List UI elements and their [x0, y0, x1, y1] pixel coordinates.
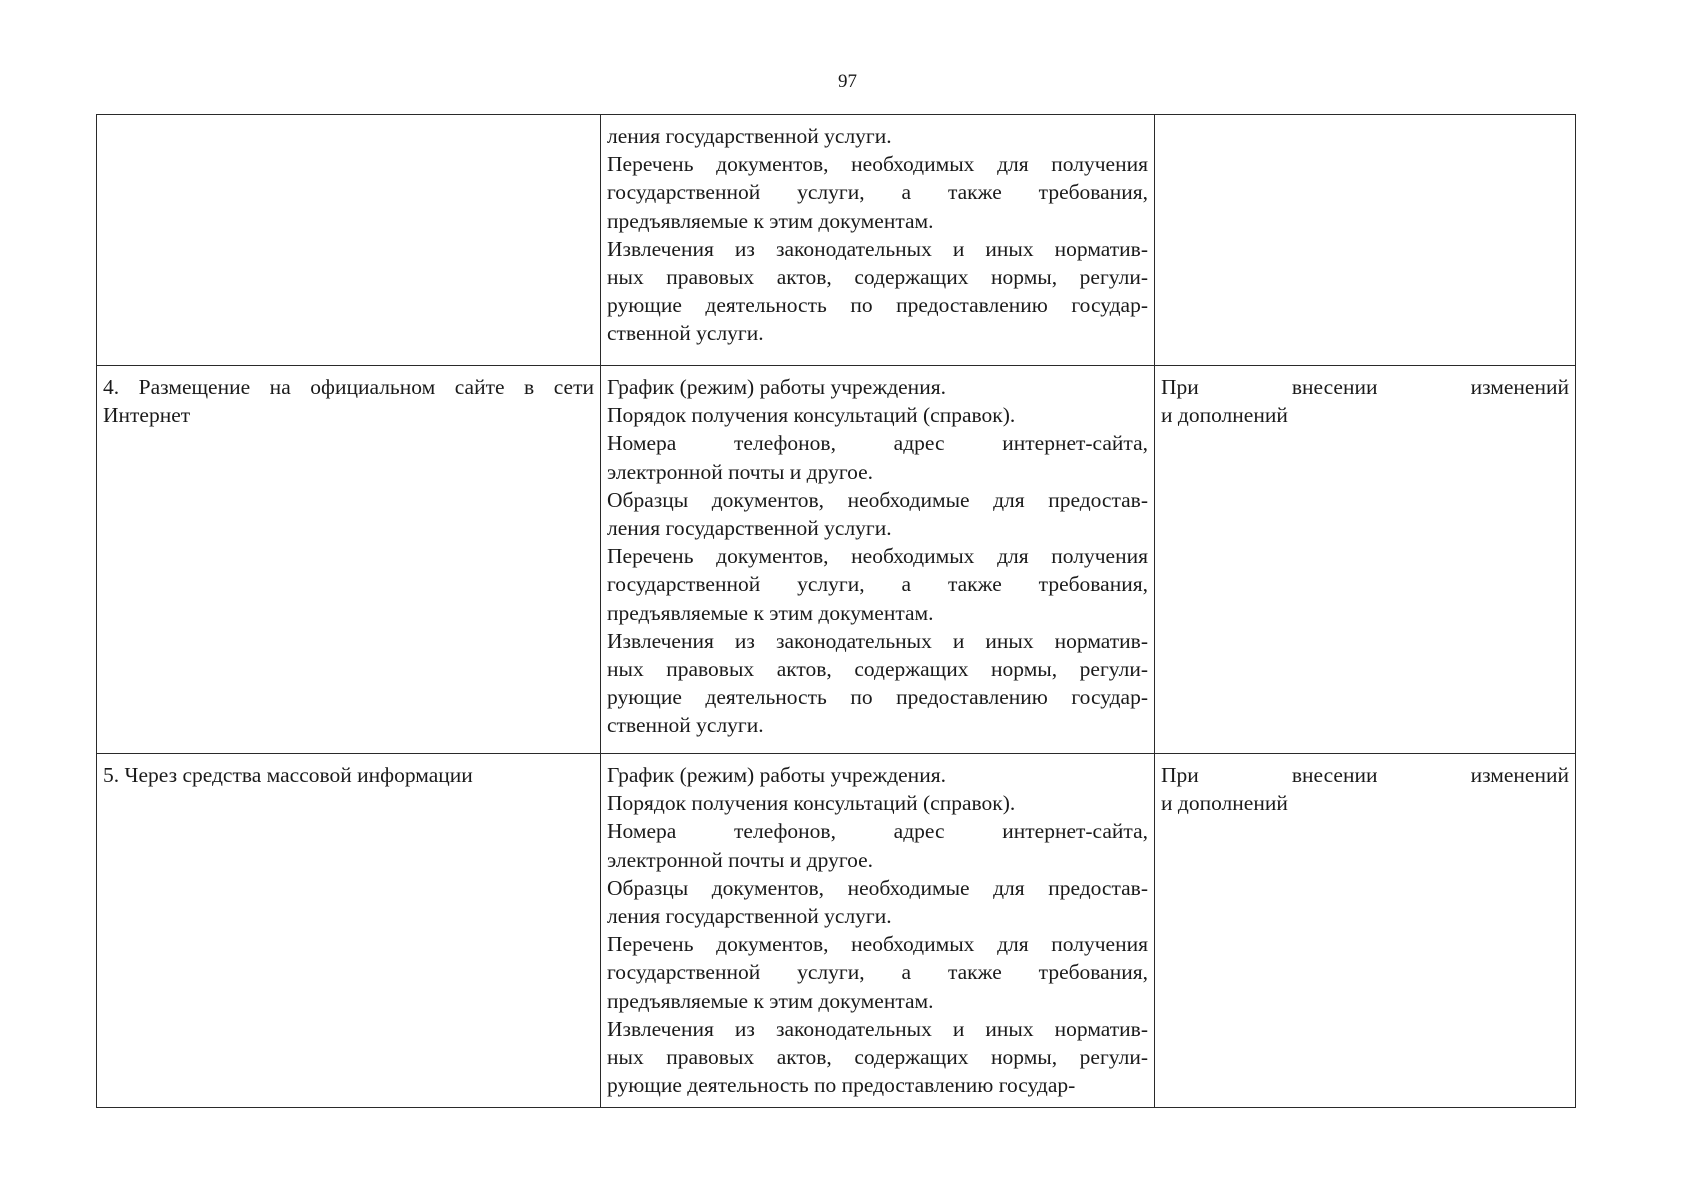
info-text-line: государственной услуги, а также требования, [607, 572, 1148, 597]
info-paragraph [607, 1015, 1148, 1100]
info-paragraph [607, 761, 1148, 789]
info-text-line: ных правовых актов, содержащих нормы, регули- [607, 1045, 1148, 1070]
info-text-line: предъявляемые к этим документам. [607, 988, 934, 1013]
info-paragraph [607, 789, 1148, 817]
info-paragraph [607, 122, 1148, 150]
info-text-line: Образцы документов, необходимые для предостав- [607, 487, 1148, 512]
info-paragraph [607, 401, 1148, 429]
info-text-line: ления государственной услуги. [607, 904, 892, 929]
method-text-line: Интернет [103, 403, 191, 428]
info-text-line: рующие деятельность по предоставлению государ- [607, 685, 1148, 710]
table-row [97, 115, 1576, 366]
info-paragraph [607, 930, 1148, 1015]
method-cell [97, 366, 601, 754]
info-text-line: Номера телефонов, адрес интернет-сайта, [607, 819, 1148, 844]
timing-text-line: и дополнений [1161, 403, 1288, 428]
info-text-line: Номера телефонов, адрес интернет-сайта, [607, 431, 1148, 456]
method-cell [97, 754, 601, 1108]
method-text-line: 4. Размещение на официальном сайте в сети [103, 375, 594, 399]
info-text-line: ственной услуги. [607, 713, 764, 738]
info-text-line: ственной услуги. [607, 321, 764, 346]
info-paragraph [607, 373, 1148, 401]
info-cell [601, 115, 1155, 366]
info-text-line: Извлечения из законодательных и иных норматив- [607, 236, 1148, 261]
timing-text-line: и дополнений [1161, 791, 1288, 816]
info-text-line: ления государственной услуги. [607, 124, 892, 148]
info-cell [601, 366, 1155, 754]
info-text-line: предъявляемые к этим документам. [607, 208, 934, 233]
info-paragraph [607, 235, 1148, 348]
info-text-line: рующие деятельность по предоставлению государ- [607, 293, 1148, 318]
info-paragraph [607, 874, 1148, 930]
info-text-line: График (режим) работы учреждения. [607, 375, 946, 399]
info-paragraph [607, 429, 1148, 485]
info-text-line: Образцы документов, необходимые для предостав- [607, 875, 1148, 900]
method-cell [97, 115, 601, 366]
info-text-line: ных правовых актов, содержащих нормы, регули- [607, 657, 1148, 682]
page-number: 97 [838, 71, 857, 92]
info-paragraph [607, 486, 1148, 542]
info-text-line: Порядок получения консультаций (справок). [607, 403, 1016, 428]
info-paragraph [607, 627, 1148, 740]
info-text-line: График (режим) работы учреждения. [607, 763, 946, 787]
info-text-line: Перечень документов, необходимых для получения [607, 152, 1148, 177]
table-row [97, 366, 1576, 754]
info-text-line: электронной почты и другое. [607, 847, 874, 872]
timing-cell [1155, 115, 1576, 366]
info-text-line: Порядок получения консультаций (справок). [607, 791, 1016, 816]
info-cell [601, 754, 1155, 1108]
info-text-line: ления государственной услуги. [607, 516, 892, 541]
info-paragraph [607, 817, 1148, 873]
timing-text-line: При внесении изменений [1161, 763, 1569, 787]
info-text-line: Перечень документов, необходимых для получения [607, 932, 1148, 957]
info-text-line: государственной услуги, а также требования, [607, 180, 1148, 205]
table-row [97, 754, 1576, 1108]
info-text-line: электронной почты и другое. [607, 459, 874, 484]
method-text-line: 5. Через средства массовой информации [103, 763, 473, 787]
timing-cell [1155, 754, 1576, 1108]
info-text-line: Извлечения из законодательных и иных норматив- [607, 1016, 1148, 1041]
timing-text-line: При внесении изменений [1161, 375, 1569, 399]
info-text-line: ных правовых актов, содержащих нормы, регули- [607, 265, 1148, 290]
info-paragraph [607, 542, 1148, 627]
information-table [96, 114, 1576, 1108]
info-text-line: рующие деятельность по предоставлению государ- [607, 1073, 1076, 1098]
info-text-line: государственной услуги, а также требования, [607, 960, 1148, 985]
info-text-line: Перечень документов, необходимых для получения [607, 544, 1148, 569]
info-paragraph [607, 150, 1148, 235]
timing-cell [1155, 366, 1576, 754]
info-text-line: предъявляемые к этим документам. [607, 600, 934, 625]
info-text-line: Извлечения из законодательных и иных норматив- [607, 628, 1148, 653]
